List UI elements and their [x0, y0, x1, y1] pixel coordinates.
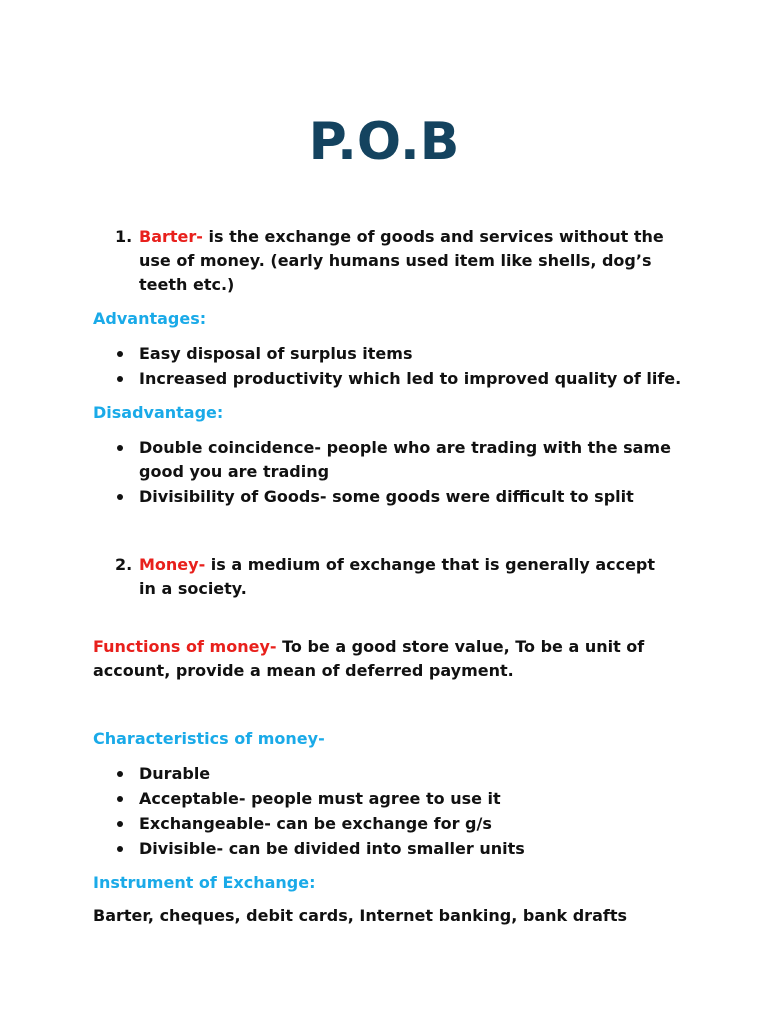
advantages-list — [93, 342, 683, 392]
list-item: Increased productivity which led to improved quality of life. — [93, 367, 683, 391]
list-item: Durable — [93, 762, 683, 786]
list-item: Divisible- can be divided into smaller units — [93, 837, 683, 861]
disadvantage-heading: Disadvantage: — [93, 403, 224, 422]
item-text — [139, 225, 669, 297]
definition-barter: is the exchange of goods and services without the use of money. (early humans used item like shells, dog’s teeth etc.) — [139, 227, 664, 294]
item-number: 1. — [115, 227, 133, 246]
page-title: P.O.B — [308, 112, 460, 172]
list-item: Exchangeable- can be exchange for g/s — [93, 812, 683, 836]
characteristics-heading: Characteristics of money- — [93, 729, 325, 748]
functions-paragraph — [93, 635, 683, 683]
list-item: Double coincidence- people who are trading with the same good you are trading — [93, 436, 683, 484]
disadvantage-list — [93, 436, 683, 510]
functions-text: To be a good store value, To be a unit of account, provide a mean of deferred payment. — [93, 637, 645, 680]
item-number: 2. — [115, 555, 133, 574]
term-money: Money- — [139, 555, 206, 574]
instrument-heading: Instrument of Exchange: — [93, 873, 316, 892]
advantages-heading: Advantages: — [93, 309, 207, 328]
term-barter: Barter- — [139, 227, 203, 246]
definition-money: is a medium of exchange that is generally accept in a society. — [139, 555, 656, 598]
instrument-text: Barter, cheques, debit cards, Internet banking, bank drafts — [93, 906, 627, 925]
list-item: Acceptable- people must agree to use it — [93, 787, 683, 811]
list-item: Divisibility of Goods- some goods were difficult to split — [93, 485, 683, 509]
functions-label: Functions of money- — [93, 637, 277, 656]
characteristics-list — [93, 762, 683, 862]
item-text — [139, 553, 669, 601]
list-item: Easy disposal of surplus items — [93, 342, 683, 366]
